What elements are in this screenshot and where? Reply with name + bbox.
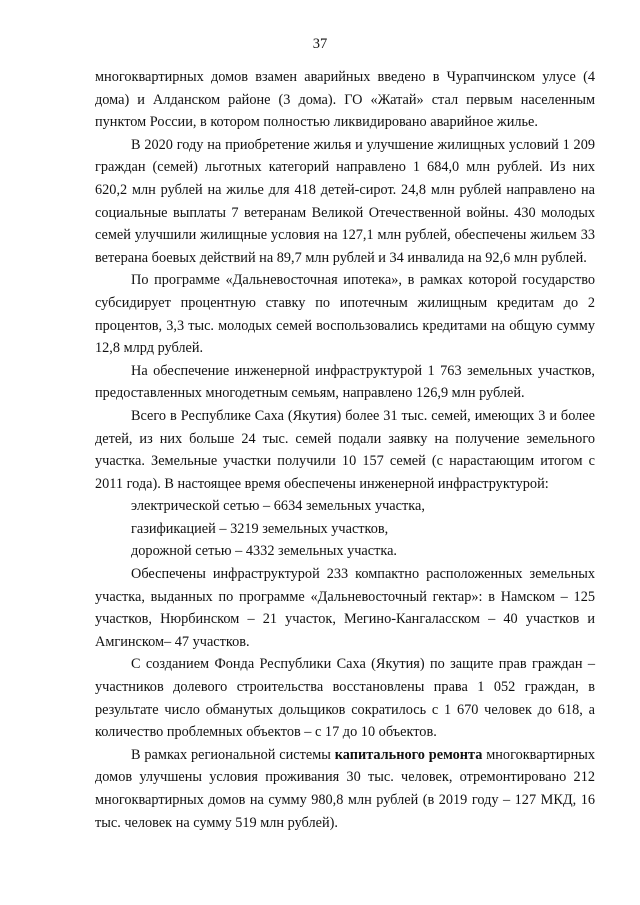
capital-repair-bold: капитального ремонта (334, 746, 483, 763)
paragraph-emergency-housing: многоквартирных домов взамен аварийных введено в Чурапчинском улусе (4 дома) и Алданском районе (3 дома). ГО «Жатай» стал первым населенным пунктом России, в котором полностью ликвидировано аварийное жилье. (95, 69, 595, 131)
paragraph-shareholders-fund: С созданием Фонда Республики Саха (Якутия) по защите прав граждан – участников долевого строительства восстановлены права 1 052 граждан, в результате число обманутых дольщиков сократилось с 1 670 человек до 618, а количество проблемных объектов – с 17 до 10 объектов. (95, 656, 595, 741)
paragraph-large-families: Всего в Республике Саха (Якутия) более 31 тыс. семей, имеющих 3 и более детей, из них больше 24 тыс. семей подали заявку на получение земельного участка. Земельные участки получили 10 157 семей (с нарастающим итогом с 2011 года). В настоящее время обеспечены инженерной инфраструктурой: (95, 407, 595, 492)
capital-repair-rest: многоквартирных домов улучшены условия проживания 30 тыс. человек, отремонтировано 212 многоквартирных домов на сумму 980,8 млн рублей (в 2019 году – 127 МКД, 16 тыс. человек на сумму 519 млн рублей). (95, 746, 595, 831)
paragraph-far-east-mortgage: По программе «Дальневосточная ипотека», в рамках которой государство субсидирует процентную ставку по ипотечным жилищным кредитам до 2 процентов, 3,3 тыс. молодых семей воспользовались кредитами на общую сумму 12,8 млрд рублей. (95, 272, 595, 357)
paragraph-large-family-plots: На обеспечение инженерной инфраструктурой 1 763 земельных участков, предоставленных многодетным семьям, направлено 126,9 млн рублей. (95, 362, 595, 402)
list-item-gas: газификацией – 3219 земельных участков, (131, 520, 389, 537)
paragraph-far-east-hectare: Обеспечены инфраструктурой 233 компактно расположенных земельных участка, выданных по программе «Дальневосточный гектар»: в Намском – 125 участков, Нюрбинском – 21 участок, Мегино-Кангаласском – 40 участков и Амгинском– 47 участков. (95, 566, 595, 650)
page-number: 37 (312, 36, 328, 52)
list-item-roads: дорожной сетью – 4332 земельных участка. (131, 543, 397, 560)
capital-repair-lead: В рамках региональной системы (131, 746, 335, 763)
paragraph-housing-2020: В 2020 году на приобретение жилья и улучшение жилищных условий 1 209 граждан (семей) льготных категорий направлено 1 684,0 млн рублей. Из них 620,2 млн рублей на жилье для 418 детей-сирот. 24,8 млн рублей направлено на социальные выплаты 7 ветеранам Великой Отечественной войны. 430 молодых семей улучшили жилищные условия на 127,1 млн рублей, обеспечены жильем 33 ветерана боевых действий на 89,7 млн рублей и 34 инвалида на 92,6 млн рублей. (95, 136, 595, 266)
list-item-electric: электрической сетью – 6634 земельных участка, (131, 498, 425, 515)
document-body (95, 66, 595, 834)
paragraph-capital-repair (95, 744, 595, 834)
